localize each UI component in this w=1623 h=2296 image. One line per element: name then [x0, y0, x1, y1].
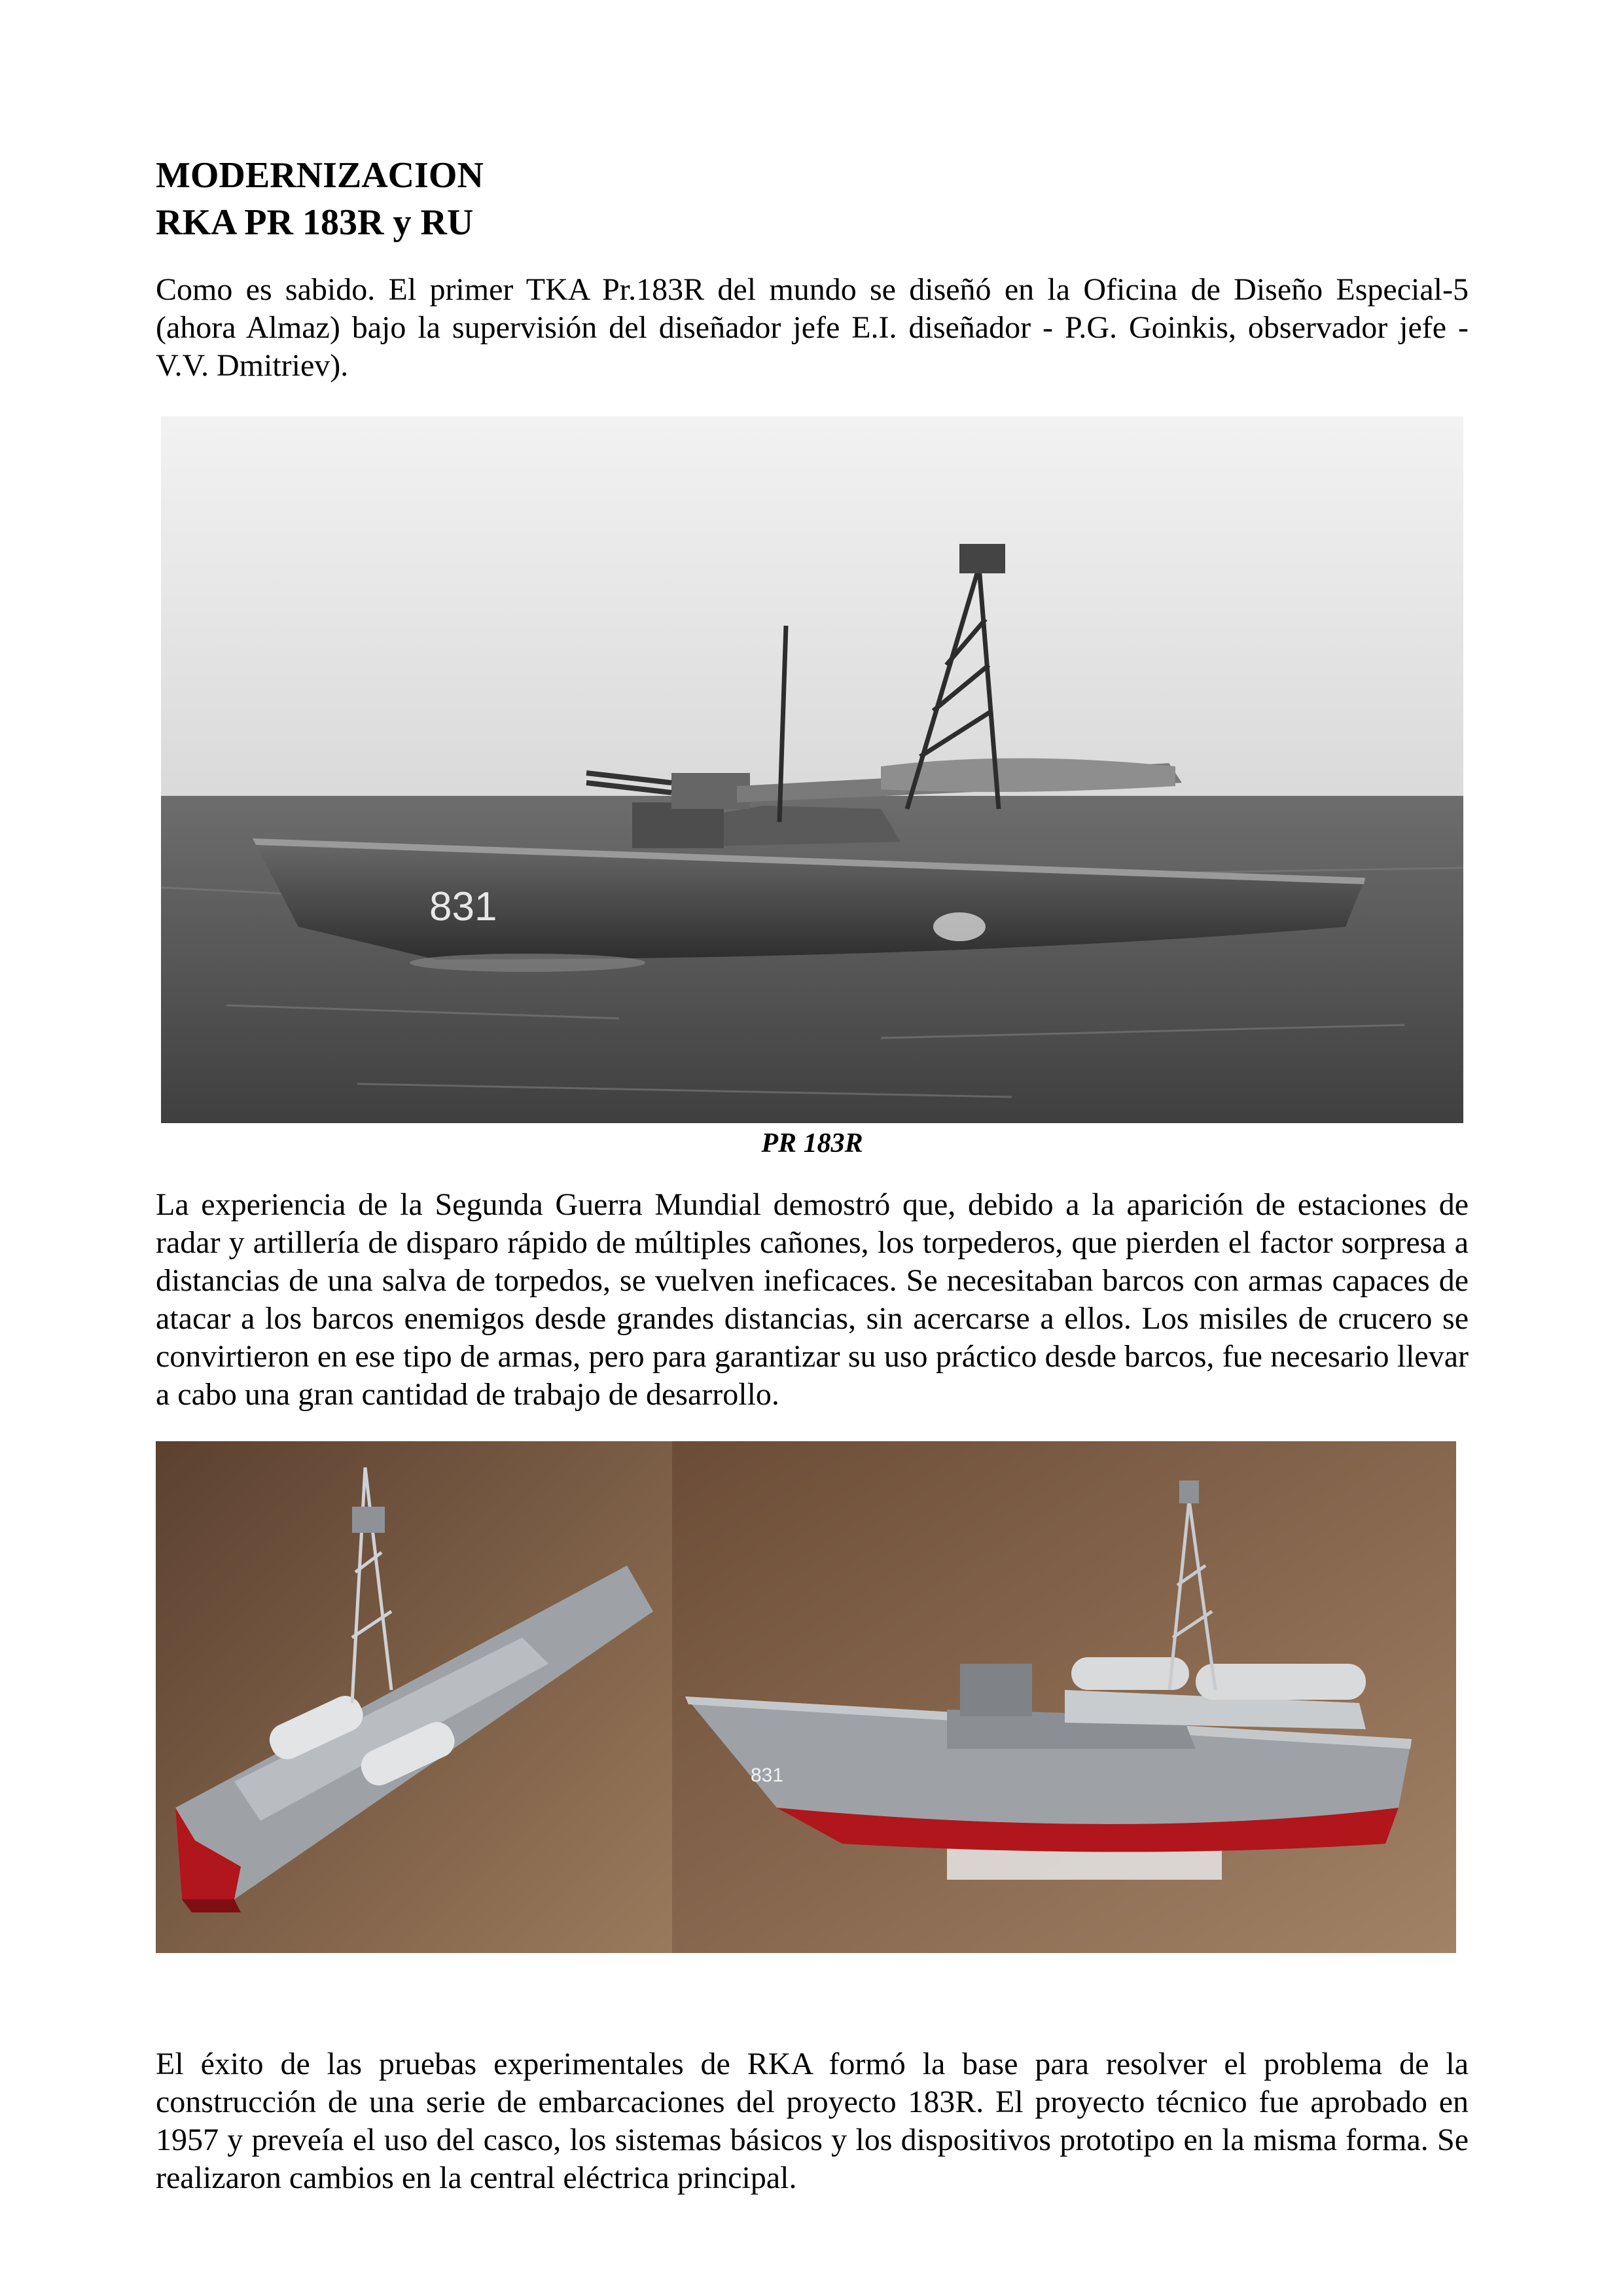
construction-paragraph: El éxito de las pruebas experimentales de RKA formó la base para resolver el problema de la construcción de una serie de embarcaciones del proyecto 183R. El proyecto técnico fue aprobado en 1957 y preveía el uso del casco, los sistemas básicos y los dispositivos prototipo en la misma forma. Se realizaron cambios en la central eléctrica principal.	[156, 2047, 1469, 2195]
title-line-1: MODERNIZACION	[156, 155, 484, 196]
hull-number-bw: 831	[429, 884, 497, 929]
model-photo-side	[672, 1441, 1456, 1953]
model-photo-front	[156, 1441, 672, 1953]
title-line-2: RKA PR 183R y RU	[156, 202, 474, 243]
hull-number-model: 831	[751, 1765, 784, 1786]
history-paragraph: La experiencia de la Segunda Guerra Mundial demostró que, debido a la aparición de estaciones de radar y artillería de disparo rápido de múltiples cañones, los torpederos, que pierden el factor sorpresa a distancias de una salva de torpedos, se vuelven ineficaces. Se necesitaban barcos con armas capaces de atacar a los barcos enemigos desde grandes distancias, sin acercarse a ellos. Los misiles de crucero se convirtieron en ese tipo de armas, pero para garantizar su uso práctico desde barcos, fue necesario llevar a cabo una gran cantidad de trabajo de desarrollo.	[156, 1187, 1469, 1412]
page-title	[156, 152, 484, 246]
figure-caption: PR 183R	[761, 1128, 863, 1158]
intro-paragraph: Como es sabido. El primer TKA Pr.183R del mundo se diseñó en la Oficina de Diseño Especial-5 (ahora Almaz) bajo la supervisión del diseñador jefe E.I. diseñador - P.G. Goinkis, observador jefe - V.V. Dmitriev).	[156, 272, 1469, 383]
boat-photo-bw	[161, 416, 1463, 1123]
